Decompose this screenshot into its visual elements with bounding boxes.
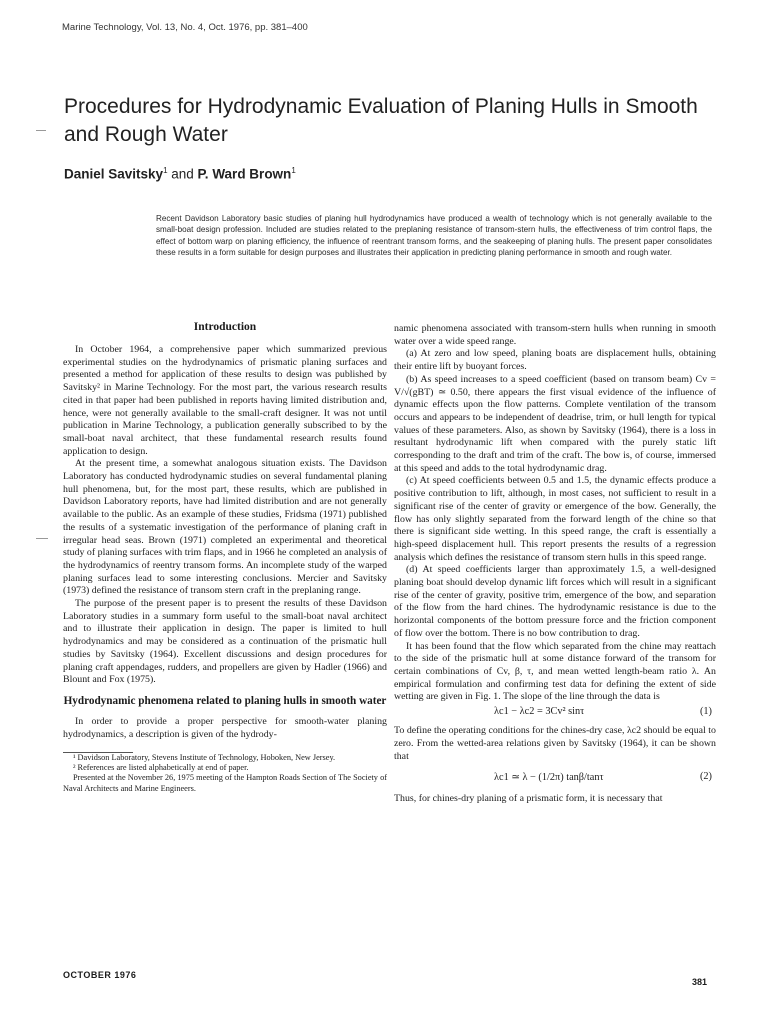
paragraph-b: (b) As speed increases to a speed coefficient (based on transom beam) Cv = V/√(gBT) ≃ 0.50, there appears the first visual evidence of the influence of dynamic effects upon the flow patterns. Complete ventilation of the transom occurs and appears to be independent of deadrise, trim, or hull length for typical values of these parameters. Also, as shown by Savitsky (1964), there is a loss in resultant hydrodynamic lift when compared with the purely static lift corresponding to the draft and trim of the craft. The bow is, of course, immersed at this speed and adds to the total hydrodynamic drag.: [394, 373, 716, 474]
scan-margin-mark: [36, 130, 46, 131]
equation-2-expression: λc1 ≃ λ − (1/2π) tanβ/tanτ: [494, 772, 604, 784]
author-1-footnote-mark: 1: [163, 166, 168, 175]
equation-1: [394, 706, 716, 721]
intro-paragraph-1: In October 1964, a comprehensive paper which summarized previous experimental studies on the hydrodynamics of prismatic planing surfaces and presented a method for application of these results to design was published by Savitsky² in Marine Technology. For the most part, the various research results cited in that paper had been published in reports having limited distribution and, hence, were not generally available to the small-craft designer. It was not until publication in Marine Technology, a publication generally subscribed to by the small-boat naval architect, that these fundamental research results found application to design.: [63, 344, 387, 457]
paragraph-g: Thus, for chines-dry planing of a prismatic form, it is necessary that: [394, 793, 663, 805]
equation-2-number: (2): [699, 771, 712, 783]
footnote-3: Presented at the November 26, 1975 meeting of the Hampton Roads Section of The Society of Naval Architects and Marine Engineers.: [63, 773, 387, 793]
section-2-paragraph-1: In order to provide a proper perspective for smooth-water planing hydrodynamics, a description is given of the hydrody-: [63, 716, 387, 741]
equation-1-number: (1): [699, 706, 712, 718]
footnote-1: ¹ Davidson Laboratory, Stevens Institute of Technology, Hoboken, New Jersey.: [73, 752, 336, 762]
paragraph-a: (a) At zero and low speed, planing boats are displacement hulls, obtaining their entire lift by buoyant forces.: [394, 348, 716, 373]
equation-2: [394, 767, 716, 789]
paragraph-f: To define the operating conditions for the chines-dry case, λc2 should be equal to zero. From the wetted-area relations given by Savitsky (1964), it can be shown that: [394, 725, 716, 762]
author-2-footnote-mark: 1: [291, 166, 296, 175]
intro-paragraph-3: The purpose of the present paper is to present the results of these Davidson Laboratory studies in a summary form useful to the small-boat naval architect and to illustrate their application in design. The paper is limited to hull hydrodynamics and may be considered as a continuation of the prismatic hull studies by Savitsky (1964). Excellent discussions and design procedures for planing craft appendages, rudders, and propellers are given by Hadler (1966) and Blount and Fox (1975).: [63, 598, 387, 686]
author-line: [64, 166, 296, 182]
introduction-heading: Introduction: [193, 321, 257, 333]
right-column: [394, 323, 716, 806]
scan-margin-mark: [36, 538, 48, 539]
page-number: 381: [692, 977, 708, 987]
section-2-heading: Hydrodynamic phenomena related to planing hulls in smooth water: [63, 694, 387, 707]
author-1: Daniel Savitsky: [64, 166, 164, 182]
author-conjunction: and: [167, 166, 198, 182]
journal-citation: Marine Technology, Vol. 13, No. 4, Oct. 1976, pp. 381–400: [62, 22, 308, 33]
author-2: P. Ward Brown: [197, 166, 292, 182]
footer-issue: OCTOBER 1976: [63, 970, 137, 980]
footnote-2: ² References are listed alphabetically at end of paper.: [73, 763, 249, 773]
right-paragraph-continued: namic phenomena associated with transom-stern hulls when running in smooth water over a wide speed range.: [394, 323, 716, 347]
abstract: Recent Davidson Laboratory basic studies of planing hull hydrodynamics have produced a wealth of technology which is not generally available to the small-boat design profession. Included are studies related to the preplaning resistance of transom-stern hulls, the effectiveness of trim control flaps, the effect of bottom warp on planing efficiency, the influence of reentrant transom forms, and the seakeeping of planing hulls. The present paper consolidates these results in a form suitable for design purposes and illustrates their application in predicting planing performance in smooth and rough water.: [156, 214, 712, 257]
paper-title: Procedures for Hydrodynamic Evaluation of Planing Hulls in Smooth and Rough Water: [64, 95, 698, 146]
paragraph-d: (d) At speed coefficients larger than approximately 1.5, a well-designed planing boat should develop dynamic lift forces which will result in a significant rise of the center of gravity, positive trim, emergence of the bow, and separation of the flow from the hard chines. The hydrodynamic resistance is due to the horizontal components of the bottom pressure force and the friction component of flow over the bottom. There is no bow contribution to drag.: [394, 564, 716, 639]
equation-1-expression: λc1 − λc2 = 3Cv² sinτ: [494, 706, 585, 718]
paragraph-e: It has been found that the flow which separated from the chine may reattach to the side of the prismatic hull at some distance forward of the transom for certain combinations of Cv, β, τ, and mean wetted length-beam ratio λ. An empirical formulation and confirming test data for defining the extent of side wetting are given in Fig. 1. The slope of the line through the data is: [394, 640, 716, 703]
paragraph-c: (c) At speed coefficients between 0.5 and 1.5, the dynamic effects produce a positive contribution to lift, although, in most cases, not sufficient to result in a significant rise of the center of gravity or emergence of the bow. Generally, the flow has only slightly separated from the forward length of the chine so that there is significant side wetting. In this speed range, the craft is essentially a high-speed displacement hull. This report presents the results of a regression analysis which defines the resistance of transom stern hulls in this speed range.: [394, 475, 716, 563]
intro-paragraph-2: At the present time, a somewhat analogous situation exists. The Davidson Laboratory has conducted hydrodynamic studies on several fundamental planing hull phenomena, but, for the most part, these results, which are published in Davidson Laboratory reports, have had limited distribution and are not generally available to the public. As an example of these studies, Fridsma (1971) published the results of a systematic investigation of the performance of planing craft in irregular head seas. Brown (1971) completed an experimental and theoretical study of planing surfaces with trim flaps, and in 1966 he completed an analysis of the hydrodynamics of reentry transom forms. An incomplete study of the warped planing surfaces lead to some interesting conclusions. Mercier and Savitsky (1973) defined the resistance of transom stern craft in the preplaning range.: [63, 458, 387, 597]
left-column: [63, 320, 387, 794]
